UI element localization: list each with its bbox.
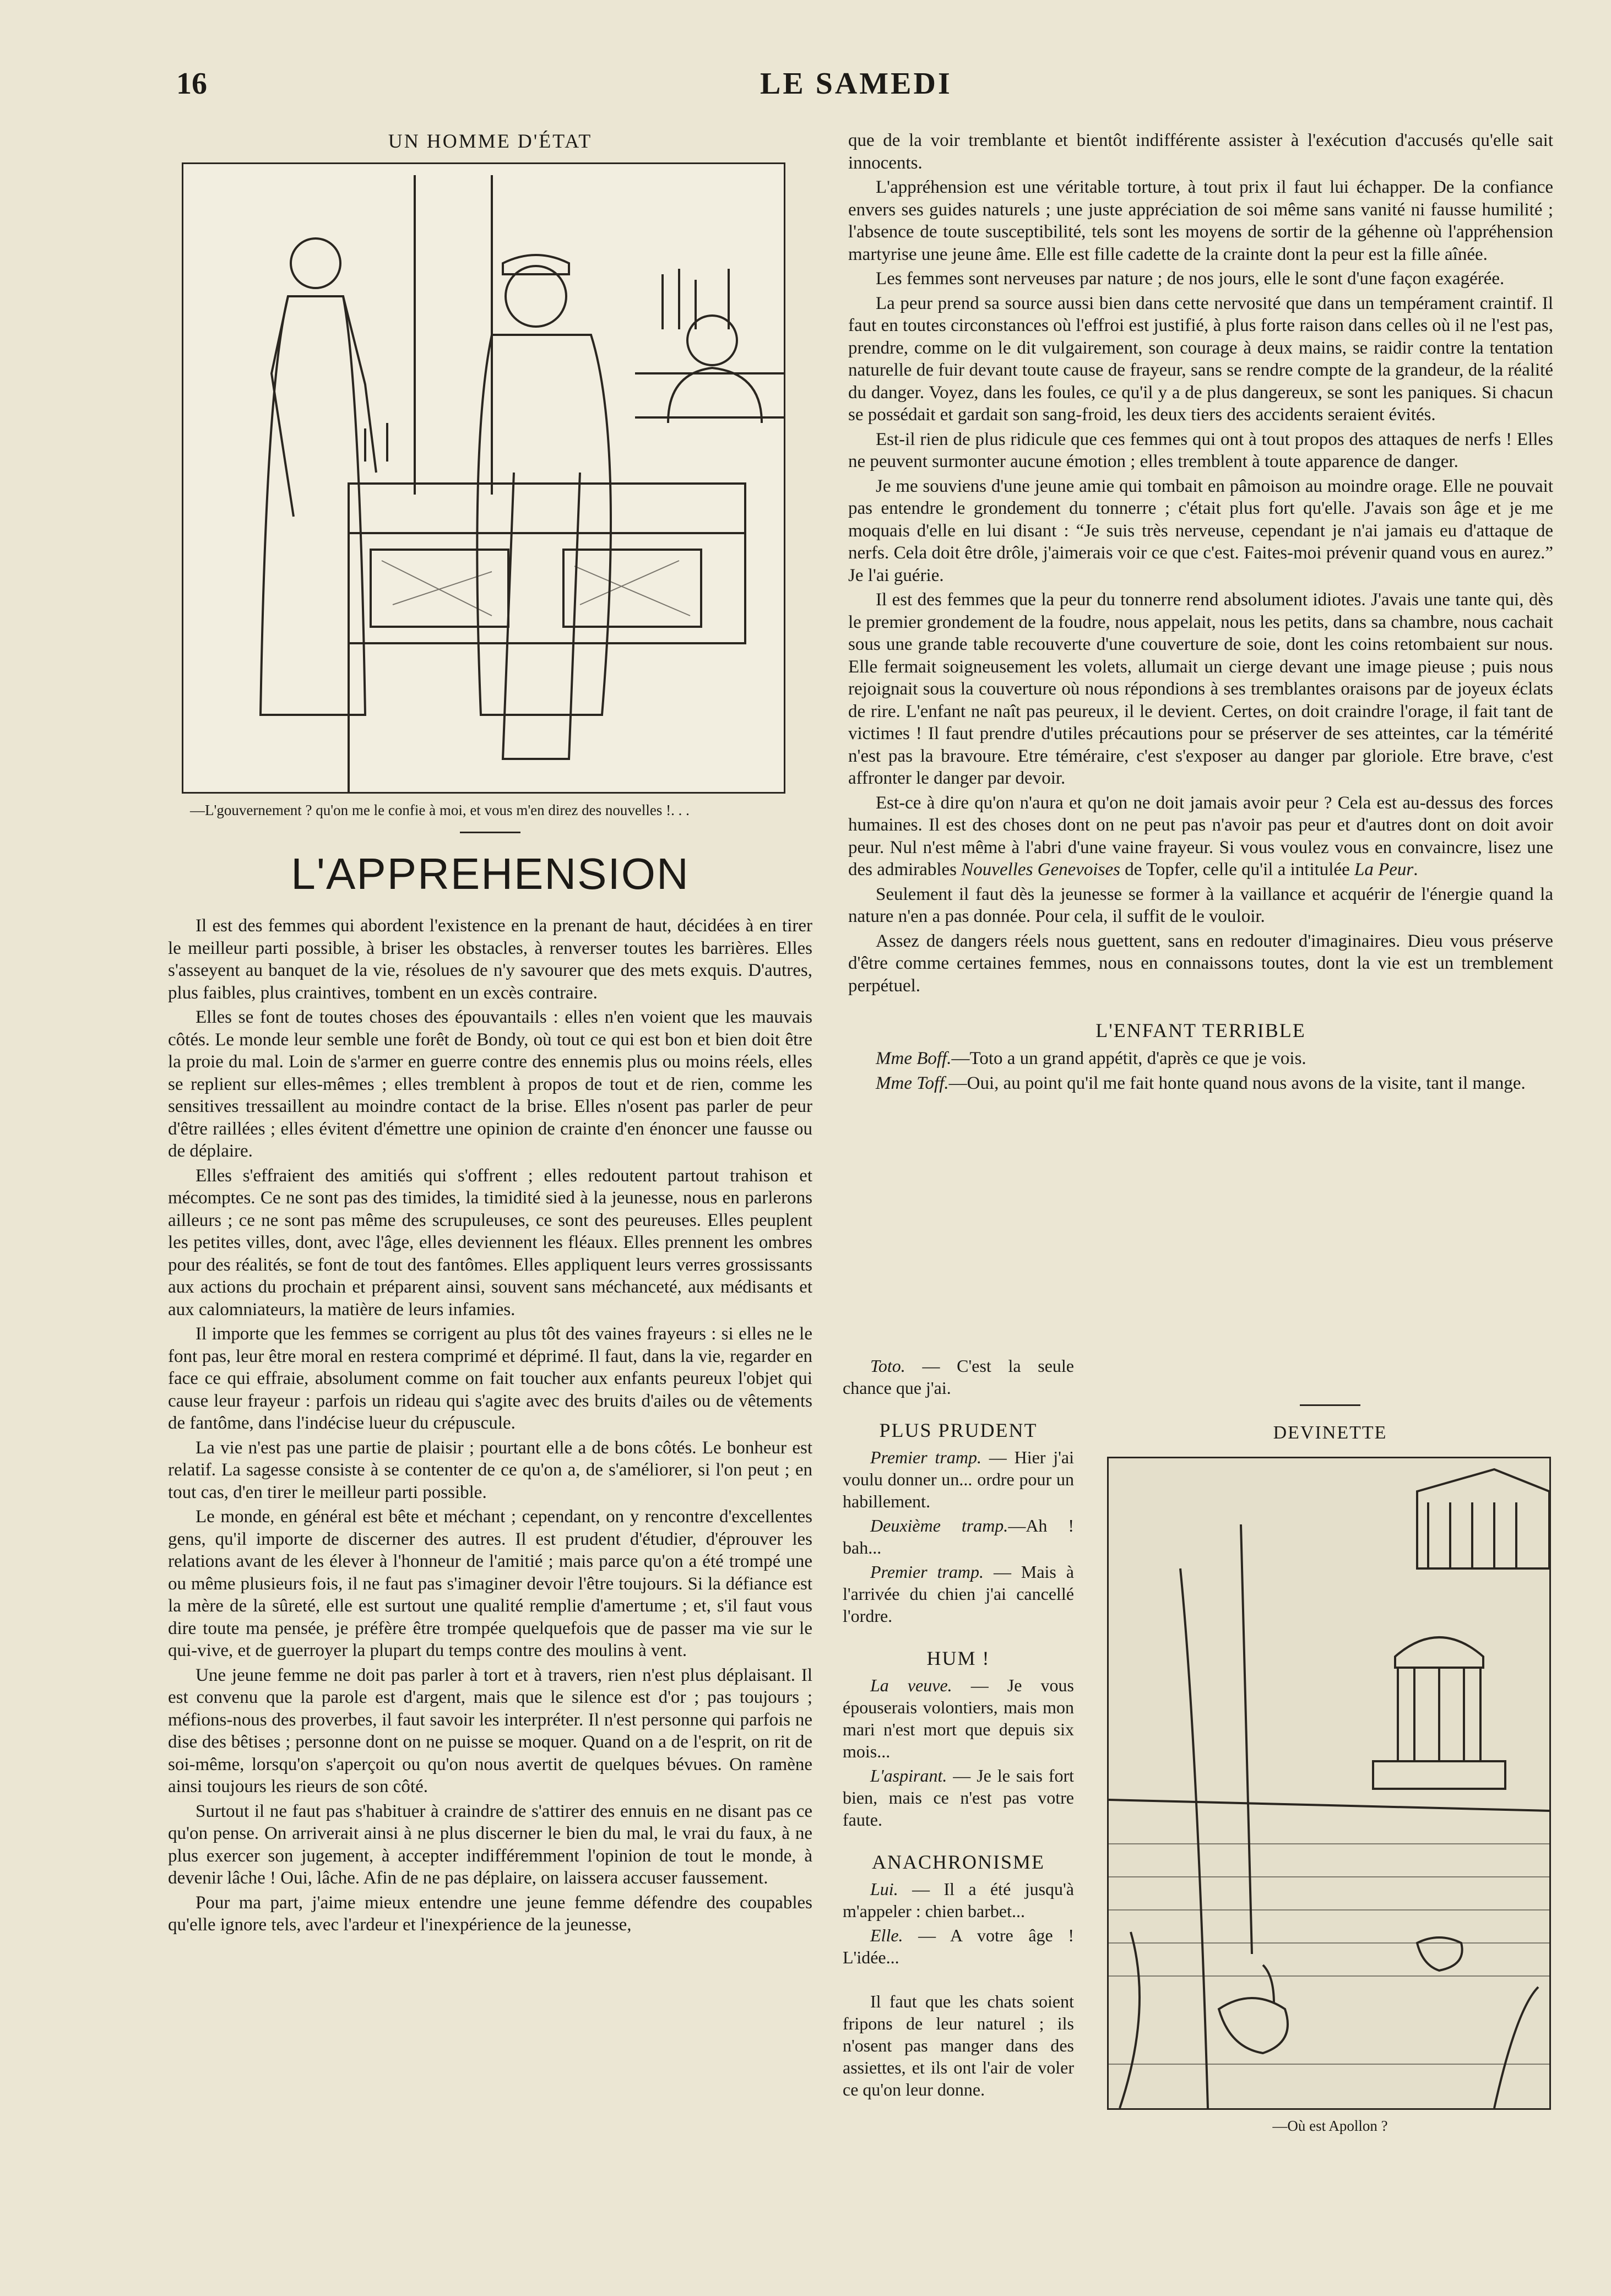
- dialog-line: [848, 1047, 1553, 1070]
- speaker: Mme Boff.: [876, 1049, 952, 1068]
- article-paragraph: Est-il rien de plus ridicule que ces femmes qui ont à tout propos des attaques de nerfs ! Elles ne peuvent surmonter aucune émotion ; elles tremblent à toute apparence de danger.: [848, 429, 1553, 471]
- devinette-caption: —Où est Apollon ?: [1272, 2118, 1388, 2134]
- section-title: HUM !: [926, 1647, 990, 1669]
- cartoon-caption: —L'gouvernement ? qu'on me le confie à moi, et vous m'en direz des nouvelles !. . .: [190, 802, 690, 818]
- cartoon-drawing: [183, 164, 784, 792]
- cartoon-illustration: [182, 162, 785, 794]
- devinette-title: DEVINETTE: [1273, 1423, 1387, 1443]
- article-paragraph: Elles se font de toutes choses des épouvantails : elles n'en voient que les mauvais côtés. Le monde leur semble une forêt de Bondy, où tout ce qui est bon et bien doit être la proie du mal. Loin de s'armer en guerre contre des ennemis plus ou moins réels, elles se replient sur elles-mêmes ; elles tremblent à propos de tout et de rien, comme les sensitives tressaillent au moindre contact de la brise. Elles n'osent pas parler de peur d'être raillées ; elles évitent d'émettre une opinion de crainte d'en énoncer une fausse ou de déplaire.: [168, 1007, 812, 1161]
- article-paragraph: Il importe que les femmes se corrigent au plus tôt des vaines frayeurs : si elles ne le font pas, leur être moral en restera comprimé et déprimé. Il faut, dans la vie, regarder en face ce qui effraie, absolument comme on fait toucher aux enfants peureux l'objet qui cause leur frayeur : parfois un rideau qui s'agite avec des bruits d'ailes ou de vêtements de fantôme, dans l'indécise lueur du crépuscule.: [168, 1324, 812, 1433]
- section-title: L'ENFANT TERRIBLE: [1095, 1019, 1306, 1041]
- dialog-line: [843, 1446, 1074, 1512]
- puzzle-drawing: [1109, 1458, 1549, 2108]
- jokes-column: [843, 1355, 1074, 2103]
- line-text: — Hier j'ai voulu donner un... ordre pour un habillement.: [843, 1447, 1075, 1511]
- speaker: Elle.: [870, 1925, 903, 1945]
- line-text: —Oui, au point qu'il me fait honte quand nous avons de la visite, tant il mange.: [948, 1073, 1526, 1093]
- section-title: ANACHRONISME: [871, 1851, 1045, 1873]
- article-paragraph: [848, 792, 1553, 881]
- section-title: PLUS PRUDENT: [879, 1419, 1038, 1441]
- speaker: Toto.: [870, 1356, 905, 1376]
- article-paragraph: La peur prend sa source aussi bien dans cette nervosité que dans un tempérament craintif. Il faut en toutes circonstances où l'effroi est justifié, à plus forte raison dans celles où il ne l'est pas, prendre, comme on le dit vulgairement, son courage à deux mains, se raidir contre la tentation naturelle de fuir devant toute cause de frayeur, sans se rendre compte de la grandeur, de la réalité du danger. Voyez, dans les foules, ce qu'il y a de plus dangereux, se sont les paniques. Si chacun se possédait et gardait son sang-froid, les deux tiers des accidents seraient évités.: [848, 293, 1553, 425]
- closing-paragraph: Il faut que les chats soient fripons de leur naturel ; ils n'osent pas manger dans des assiettes, et ils ont l'air de voler ce qu'on leur donne.: [843, 1991, 1074, 2099]
- article-paragraph: Elles s'effraient des amitiés qui s'offrent ; elles redoutent partout trahison et mécomptes. Ce ne sont pas des timides, la timidité sied à la jeunesse, nous en parlerons ailleurs ; ce ne sont pas même des scrupuleuses, ce sont des peureuses. Elles peuplent les petites villes, dont, avec l'âge, elles deviennent les fléaux. Elles prennent les ombres pour des réalités, se font de tout des fantômes. Elles appliquent leurs verres grossissants aux actions du prochain et préparent ainsi, souvent sans méchanceté, aux médisants et aux calomniateurs, la matière de leurs infamies.: [168, 1165, 812, 1320]
- enfant-terrible-dialog: [848, 1047, 1553, 1094]
- dialog-line: [843, 1674, 1074, 1762]
- article-paragraph: Je me souviens d'une jeune amie qui tombait en pâmoison au moindre orage. Elle ne pouvait pas entendre le grondement du tonnerre ; c'était plus fort qu'elle. J'avais son âge et je me moquais d'elle en lui disant : “Je suis très nerveuse, cependant je n'ai jamais eu d'attaque de nerfs. Cela doit être drôle, j'aimerais voir ce que c'est. Faites-moi prévenir quand vous en aurez.” Je l'ai guérie.: [848, 476, 1553, 585]
- dialog-line: [843, 1765, 1074, 1831]
- article-title: L'APPREHENSION: [291, 849, 690, 898]
- article-paragraph: Le monde, en général est bête et méchant ; cependant, on y rencontre d'excellentes gens, qu'il importe de discerner des autres. Il est prudent d'étudier, d'éprouver les relations avant de les élever à l'honneur de l'amitié ; mais parce qu'on a été trompé une ou même plusieurs fois, il ne faut pas s'imaginer devoir l'être toujours. Si la défiance est la mère de la sûreté, elle est surtout une qualité remplie d'amertume ; et, s'il faut vous dire toute ma pensée, je préfère être trompée quelquefois que de passer ma vie sur le qui-vive, et de guerroyer la plupart du temps contre des moulins à vent.: [168, 1507, 812, 1660]
- dialog-line: [843, 1878, 1074, 1922]
- devinette-illustration: [1107, 1457, 1551, 2110]
- article-paragraph: La vie n'est pas une partie de plaisir ; pourtant elle a de bons côtés. Le bonheur est relatif. La sagesse consiste à se contenter de ce qu'on a, de s'améliorer, si l'on peut ; en tout cas, d'en tirer le meilleur parti possible.: [168, 1437, 812, 1502]
- article-paragraph: Seulement il faut dès la jeunesse se former à la vaillance et acquérir de l'énergie quand la nature n'en a pas donnée. Pour cela, il suffit de le vouloir.: [848, 884, 1553, 926]
- article-paragraph: Les femmes sont nerveuses par nature ; de nos jours, elle le sont d'une façon exagérée.: [876, 269, 1505, 289]
- line-text: — A votre âge ! L'idée...: [843, 1925, 1074, 1967]
- line-text: — Mais à l'arrivée du chien j'ai cancellé l'ordre.: [843, 1562, 1075, 1626]
- paragraph-text: Est-ce à dire qu'on n'aura et qu'on ne doit jamais avoir peur ? Cela est au-dessus des forces humaines. Il est des choses dont on ne peut pas n'avoir pas peur et d'autres dont on doit avoir peur. Nul n'est même à l'abri d'une vaine frayeur. Si vous voulez vous en convaincre, lisez une des admirables: [848, 793, 1553, 880]
- speaker: La veuve.: [870, 1675, 952, 1695]
- page-number: 16: [176, 67, 207, 101]
- speaker: L'aspirant.: [870, 1766, 947, 1785]
- article-paragraph: Il est des femmes qui abordent l'existence en la prenant de haut, décidées à en tirer le meilleur parti possible, à briser les obstacles, à renverser toutes les barrières. Elles s'asseyent au banquet de la vie, résolues de n'y savourer que des mets exquis. D'autres, plus faibles, plus craintives, tombent en un excès contraire.: [168, 916, 812, 1003]
- article-paragraph: Assez de dangers réels nous guettent, sans en redouter d'imaginaires. Dieu vous préserve d'être comme certaines femmes, nous en connaissons toutes, dont la vie est un tremblement perpétuel.: [848, 931, 1553, 996]
- speaker: Mme Toff.: [876, 1073, 949, 1093]
- line-text: — Je le sais fort bien, mais ce n'est pas votre faute.: [843, 1766, 1074, 1830]
- speaker: Deuxième tramp.: [870, 1516, 1008, 1535]
- journal-title: LE SAMEDI: [760, 67, 952, 101]
- cartoon-title: UN HOMME D'ÉTAT: [388, 130, 593, 152]
- line-text: —Ah ! bah...: [843, 1516, 1075, 1557]
- left-column: [168, 129, 812, 1939]
- page-header: [176, 66, 1542, 116]
- dialog-line: [843, 1355, 1074, 1399]
- article-paragraph: que de la voir tremblante et bientôt indifférente assister à l'exécution d'accusés qu'elle sait innocents.: [848, 131, 1553, 173]
- speaker: Lui.: [870, 1879, 898, 1899]
- speaker: Premier tramp.: [870, 1447, 981, 1467]
- article-paragraph: Il est des femmes que la peur du tonnerre rend absolument idiotes. J'avais une tante qui, dès le premier grondement de la foudre, nous appelait, nous les petits, dans sa chambre, nous cachait sous une grande table recouverte d'une couverture de soie, dont les coins retombaient sur nous. Elle fermait soigneusement les volets, allumait un cierge devant une image pieuse ; puis nous rejoignait sous la couverture où nous répondions à ses tremblantes oraisons par de joyeux éclats de rire. L'enfant ne naît pas peureux, il le devient. Certes, on doit craindre l'orage, il fait tant de victimes ! Il faut prendre d'utiles précautions pour se préserver de ses atteintes, car la témérité n'est pas la bravoure. Etre téméraire, c'est s'exposer au danger par gloriole. Etre brave, c'est affronter le danger par devoir.: [848, 590, 1553, 788]
- line-text: — Je vous épouserais volontiers, mais mon mari n'est mort que depuis six mois...: [843, 1675, 1075, 1761]
- dialog-line: [843, 1924, 1074, 1968]
- divider: [460, 832, 520, 833]
- dialog-line: [843, 1561, 1074, 1627]
- paragraph-text: .: [1413, 860, 1418, 880]
- divider: [1300, 1404, 1360, 1406]
- paragraph-text: de Topfer, celle qu'il a intitulée: [1120, 860, 1354, 880]
- line-text: — Il a été jusqu'à m'appeler : chien barbet...: [843, 1879, 1074, 1921]
- article-paragraph: Une jeune femme ne doit pas parler à tort et à travers, rien n'est plus déplaisant. Il est convenu que la parole est d'argent, mais que le silence est d'or ; pas toujours ; méfions-nous des proverbes, il faut savoir les interpréter. Il n'est personne qui parfois ne dise des bêtises ; personne dont on ne puisse se moquer. Quand on a de l'esprit, on rit de soi-même, lorsqu'on s'aperçoit ou qu'on nous avertit de quelques bévues. On ramène ainsi toujours les rieurs de son côté.: [168, 1665, 812, 1796]
- dialog-line: [843, 1515, 1074, 1559]
- dialog-line: [848, 1072, 1553, 1095]
- italic-work-title: La Peur: [1354, 860, 1414, 880]
- devinette-box: [1107, 1404, 1553, 2135]
- line-text: —Toto a un grand appétit, d'après ce que je vois.: [951, 1049, 1306, 1068]
- article-paragraph: Surtout il ne faut pas s'habituer à craindre de s'attirer des ennuis en ne disant pas ce qu'on pense. On arriverait ainsi à ne plus discerner le bien du mal, le vrai du faux, à ne plus exercer son jugement, à accepter indifféremment l'opinion de tout le monde, à devenir lâche ! Oui, lâche. Afin de ne pas déplaire, on laissera accuser faussement.: [168, 1801, 812, 1888]
- speaker: Premier tramp.: [870, 1562, 984, 1582]
- italic-work-title: Nouvelles Genevoises: [961, 860, 1120, 880]
- article-paragraph: Pour ma part, j'aime mieux entendre une jeune femme défendre des coupables qu'elle ignore tels, avec l'ardeur et l'inexpérience de la jeunesse,: [168, 1892, 812, 1935]
- article-paragraph: L'appréhension est une véritable torture, à tout prix il faut lui échapper. De la confiance envers ses guides naturels ; une juste appréciation de soi même sans vanité ni fausse humilité ; l'absence de toute susceptibilité, tels sont les moyens de sortir de la géhenne où l'appréhension martyrise une jeune âme. Elle est fille cadette de la crainte dont la peur est la fille aînée.: [848, 177, 1553, 264]
- line-text: — C'est la seule chance que j'ai.: [843, 1356, 1074, 1398]
- right-column: [848, 129, 1553, 1097]
